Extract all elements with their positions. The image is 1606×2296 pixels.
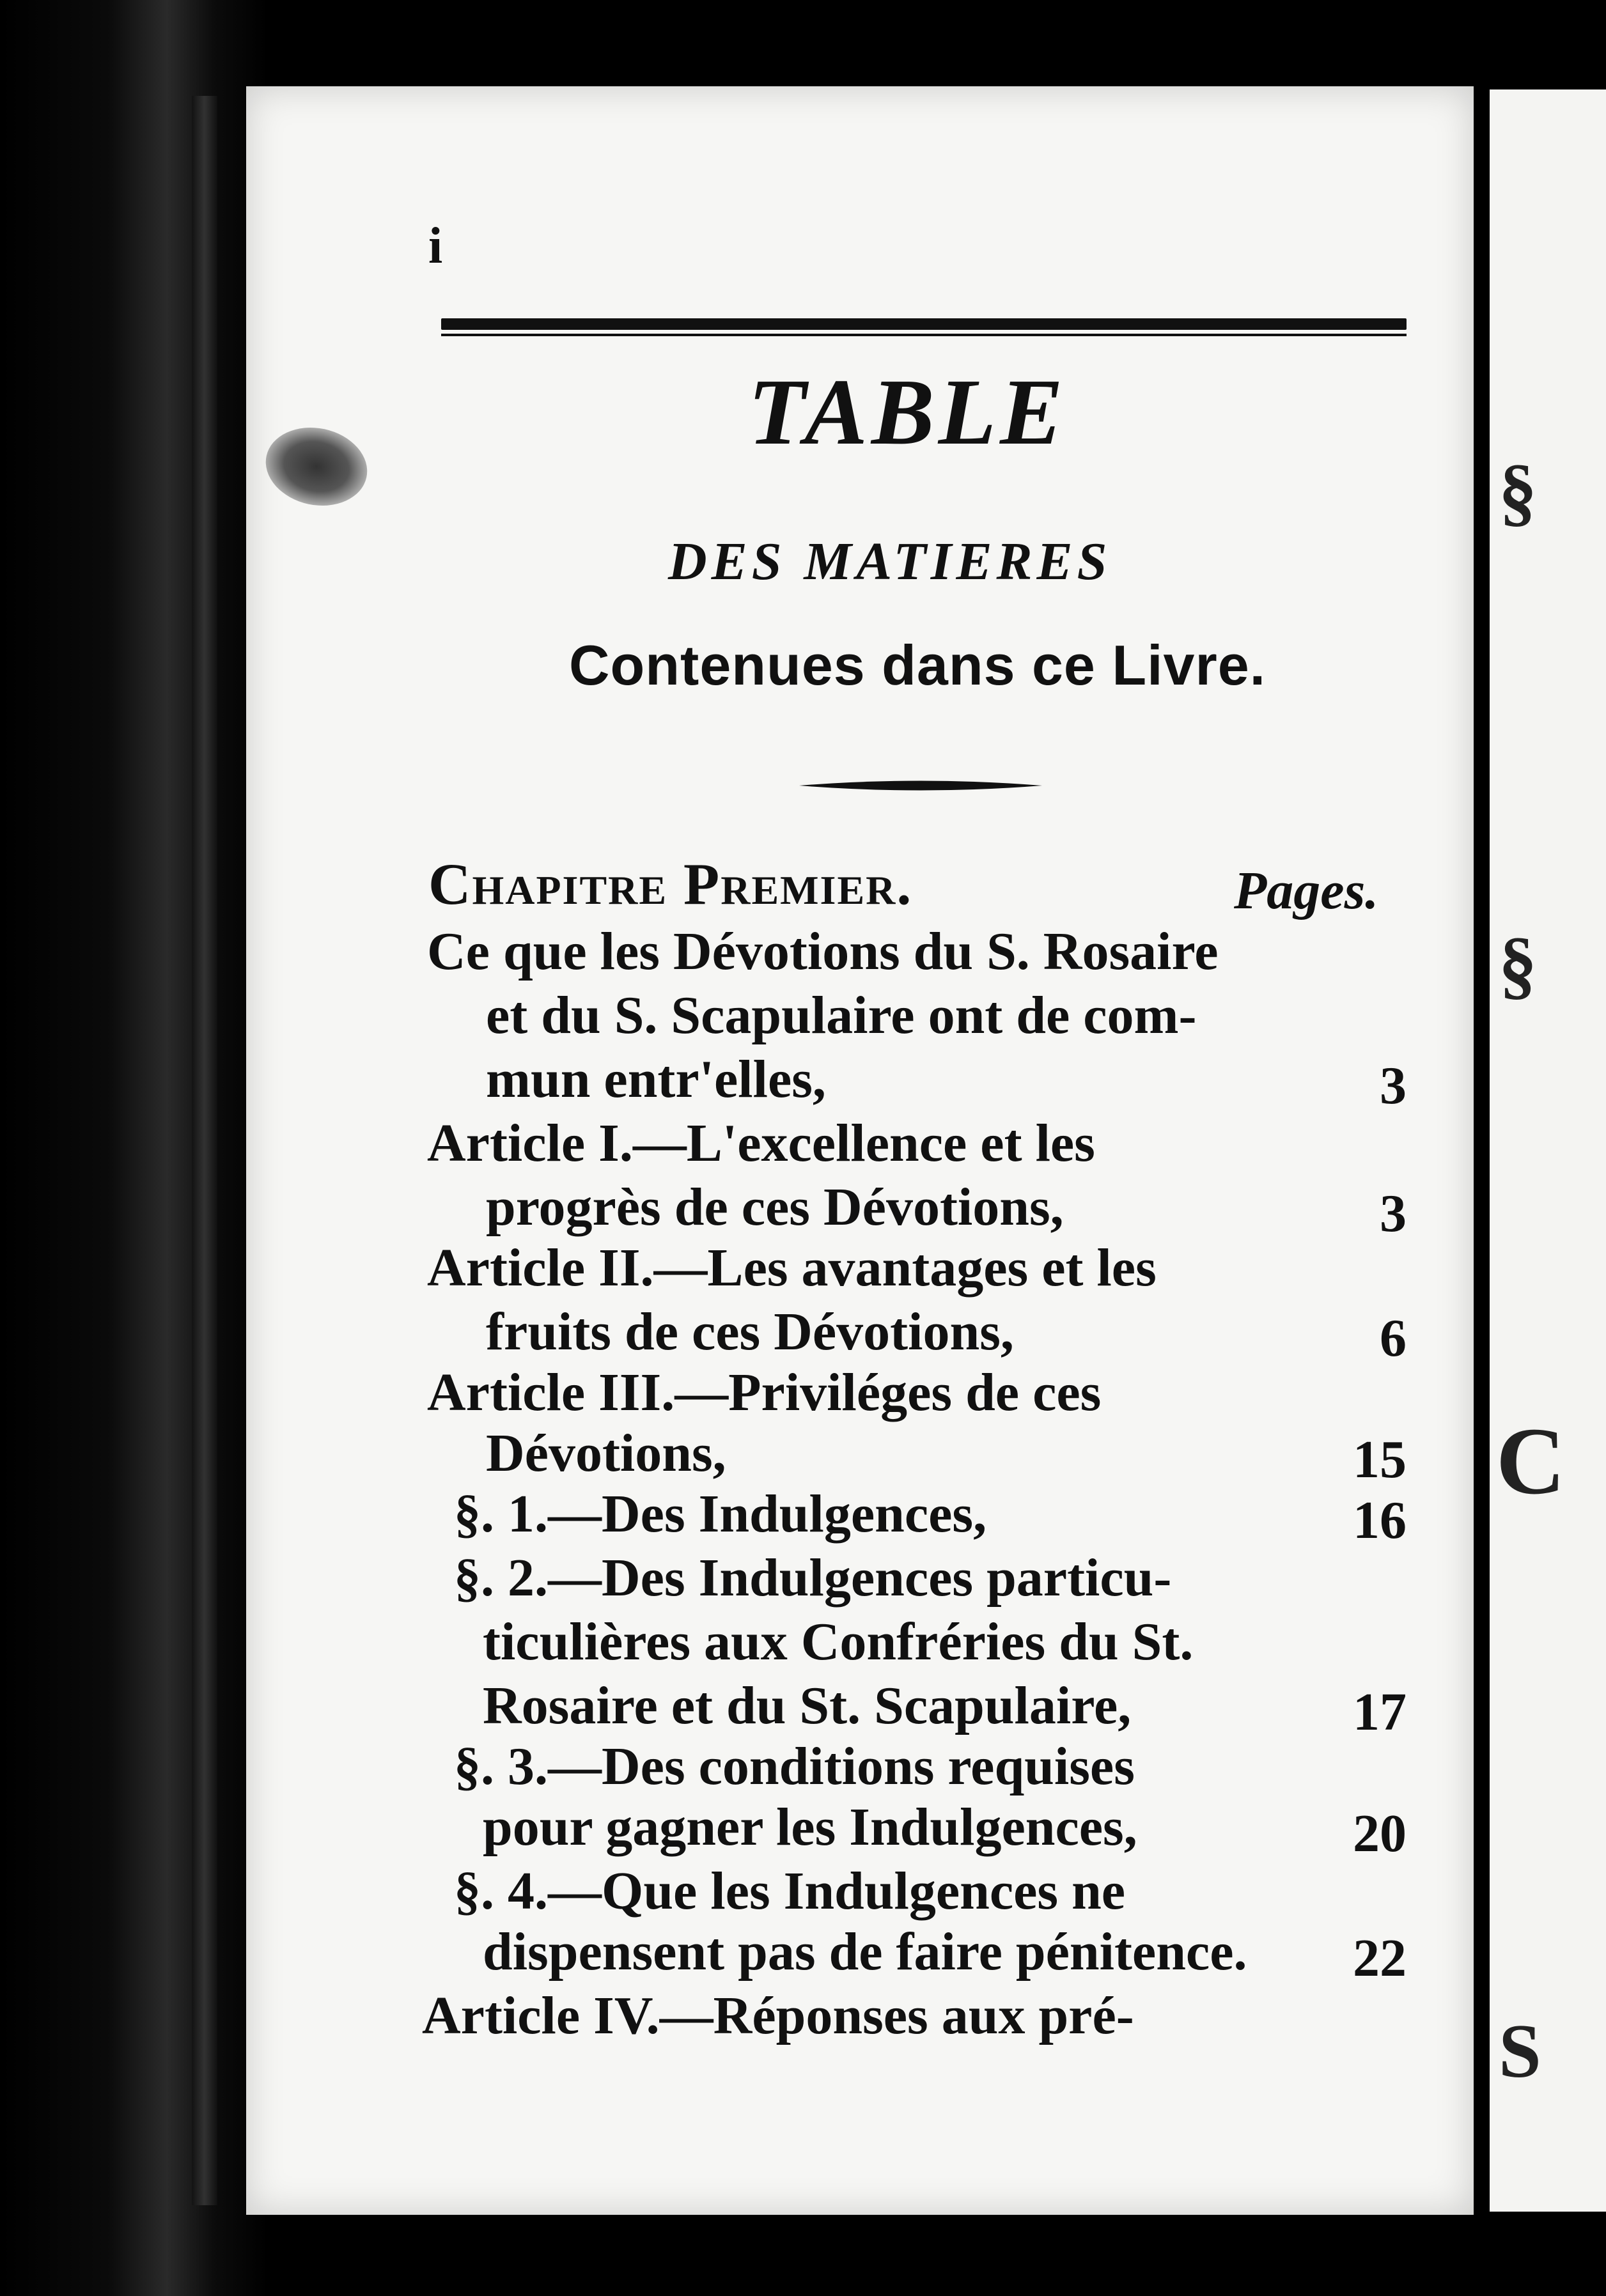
toc-entry-line: pour gagner les Indulgences, (483, 1797, 1137, 1857)
toc-entry-line: §. 2.—Des Indulgences particu- (454, 1548, 1172, 1608)
toc-page-number: 22 (1353, 1928, 1407, 1988)
next-page-glyph: § (1499, 449, 1537, 534)
toc-page-number: 15 (1353, 1430, 1407, 1489)
toc-page-number: 20 (1353, 1804, 1407, 1863)
toc-page-number: 3 (1380, 1184, 1407, 1243)
subheading: Contenues dans ce Livre. (569, 633, 1267, 697)
page-number: i (428, 218, 443, 274)
chapter-heading: Chapitre Premier. (428, 851, 913, 917)
toc-entry-line: §. 1.—Des Indulgences, (454, 1484, 987, 1544)
next-page-edge (1490, 89, 1606, 2212)
toc-page-number: 6 (1380, 1308, 1407, 1368)
toc-entry-line: §. 4.—Que les Indulgences ne (454, 1861, 1126, 1921)
toc-entry-line: Article IV.—Réponses aux pré- (422, 1986, 1134, 2045)
ornament-rule (799, 779, 1042, 793)
toc-entry-line: Article III.—Priviléges de ces (427, 1363, 1102, 1422)
next-page-glyph: § (1499, 922, 1537, 1007)
toc-entry-line: mun entr'elles, (486, 1050, 826, 1109)
next-page-glyph: C (1496, 1408, 1566, 1514)
toc-page-number: 3 (1380, 1056, 1407, 1115)
toc-entry-line: Dévotions, (486, 1423, 726, 1483)
toc-entry-line: ticulières aux Confréries du St. (483, 1612, 1194, 1672)
toc-entry-line: §. 3.—Des conditions requises (454, 1737, 1135, 1796)
toc-entry-line: progrès de ces Dévotions, (486, 1177, 1064, 1237)
toc-page-number: 17 (1353, 1682, 1407, 1742)
header-rule (441, 318, 1407, 330)
toc-entry-line: et du S. Scapulaire ont de com- (486, 986, 1197, 1045)
pages-column-label: Pages. (1234, 861, 1379, 920)
toc-entry-line: Article II.—Les avantages et les (427, 1238, 1157, 1298)
toc-entry-line: dispensent pas de faire pénitence. (483, 1922, 1247, 1982)
book-binding (0, 0, 269, 2296)
toc-entry-line: Ce que les Dévotions du S. Rosaire (427, 922, 1219, 981)
toc-entry-line: Article I.—L'excellence et les (427, 1113, 1095, 1173)
toc-entry-line: fruits de ces Dévotions, (486, 1302, 1014, 1361)
page-subtitle: DES MATIERES (668, 532, 1112, 591)
page-title: TABLE (748, 360, 1067, 465)
toc-entry-line: Rosaire et du St. Scapulaire, (483, 1676, 1132, 1735)
next-page-glyph: S (1499, 2008, 1541, 2093)
binding-edge (192, 96, 217, 2205)
toc-page-number: 16 (1353, 1491, 1407, 1550)
